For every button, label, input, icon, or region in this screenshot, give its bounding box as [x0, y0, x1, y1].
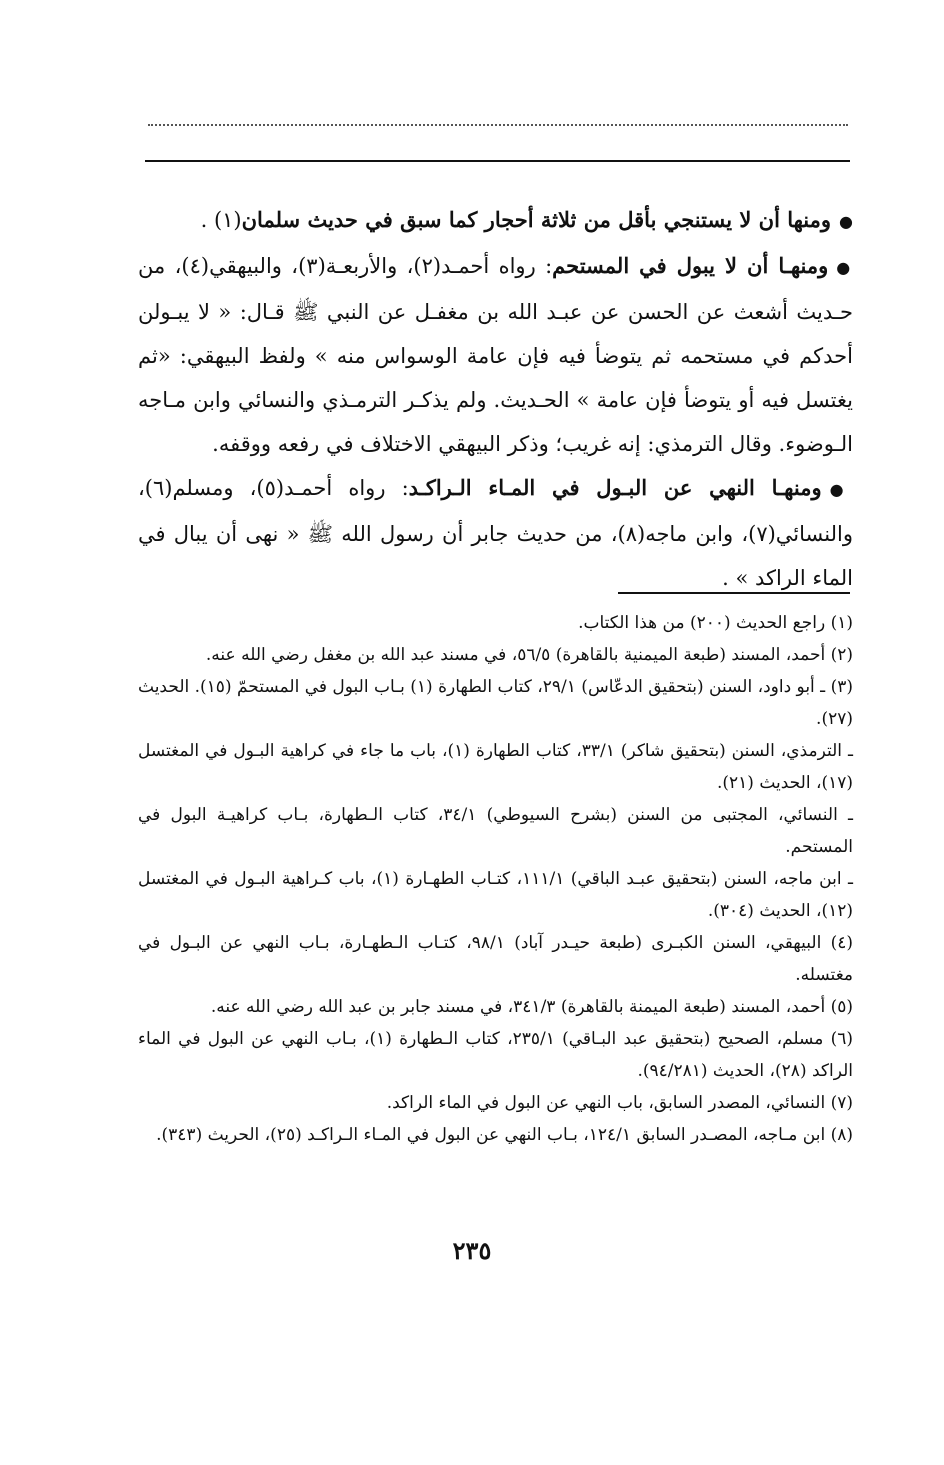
bullet-icon: ●	[836, 258, 853, 277]
footnote: ـ الترمذي، السنن (بتحقيق شاكر) ٣٣/١، كتاب الطهارة (١)، باب ما جاء في كراهية البـول في المغتسل (١٧)، الحديث (٢١).	[138, 741, 853, 793]
footnote: (٥) أحمد، المسند (طبعة الميمنة بالقاهرة) ٣٤١/٣، في مسند جابر بن عبد الله رضي الله عنه.	[210, 997, 853, 1017]
footnote: (٧) النسائي، المصدر السابق، باب النهي عن البول في الماء الراكد.	[386, 1093, 853, 1113]
footnote: ـ ابن ماجه، السنن (بتحقيق عبـد الباقي) ١١١/١، كتـاب الطهـارة (١)، باب كـراهية البـول في المغتسل (١٢)، الحديث (٣٠٤).	[138, 869, 853, 921]
header-rule	[145, 160, 850, 162]
footnote: (٢) أحمد، المسند (طبعة الميمنية بالقاهرة) ٥٦/٥، في مسند عبد الله بن مغفل رضي الله عنه.	[205, 645, 853, 665]
paragraph-lead: ومنهـا أن لا يبول في المستحم	[552, 253, 829, 278]
footnote: (٨) ابن مـاجه، المصـدر السابق ١٢٤/١، بـاب النهي عن البول في المـاء الـراكـد (٢٥)، الحريث (٣٤٣).	[156, 1125, 853, 1145]
bullet-icon: ●	[829, 480, 854, 499]
paragraph-1	[138, 198, 853, 244]
page-number: ٢٣٥	[452, 1236, 492, 1265]
paragraph-lead: ومنهـا النهي عن البـول في المـاء الـراكـد	[408, 475, 822, 500]
bullet-icon: ●	[839, 212, 853, 231]
footnote: (١) راجع الحديث (٢٠٠) من هذا الكتاب.	[578, 613, 853, 633]
main-text	[138, 198, 853, 600]
paragraph-body: : رواه أحمـد(٥)، ومسلم(٦)، والنسائي(٧)، وابن ماجه(٨)، من حديث جابر أن رسول الله ﷺ « نهى أن يبال في الماء الراكد » .	[138, 476, 853, 590]
footnote: (٣) ـ أبو داود، السنن (بتحقيق الدعّاس) ٢٩/١، كتاب الطهارة (١) بـاب البول في المستحمّ (١٥). الحديث (٢٧).	[138, 677, 853, 729]
paragraph-body: : رواه أحمـد(٢)، والأربعـة(٣)، والبيهقي(٤)، من حـديث أشعث عن الحسن عن عبـد الله بن مغفـل عن النبي ﷺ قـال: « لا يبـولن أحدكم في مستحمه ثم يتوضأ فيه فإن عامة الوسواس منه » ولفظ البيهقي: «ثم يغتسل فيه أو يتوضأ فإن عامة » الحـديث. ولم يذكـر الترمـذي والنسائي وابن مـاجه الـوضوء. وقال الترمذي: إنه غريب؛ وذكر البيهقي الاختلاف في رفعه ووقفه.	[138, 254, 853, 456]
paragraph-body: (١) .	[200, 208, 242, 232]
paragraph-2	[138, 244, 853, 466]
paragraph-lead: ومنها أن لا يستنجي بأقل من ثلاثة أحجار كما سبق في حديث سلمان	[241, 207, 832, 232]
footnote: ـ النسائي، المجتبى من السنن (بشرح السيوطي) ٣٤/١، كتاب الـطهارة، بـاب كراهيـة البول في المستحم.	[138, 805, 853, 857]
footnote-separator	[618, 592, 850, 594]
footnote: (٦) مسلم، الصحيح (بتحقيق عبد البـاقي) ٢٣٥/١، كتاب الـطهارة (١)، بـاب النهي عن البول في الماء الراكد (٢٨)، الحديث (٩٤/٢٨١).	[138, 1029, 854, 1081]
footnote: (٤) البيهقي، السنن الكبـرى (طبعة حيـدر آباد) ٩٨/١، كتـاب الـطهـارة، بـاب النهي عن البـول في مغتسله.	[138, 933, 854, 985]
paragraph-3	[138, 466, 853, 600]
footnotes	[138, 607, 853, 1151]
header-dotted-line	[148, 124, 848, 126]
